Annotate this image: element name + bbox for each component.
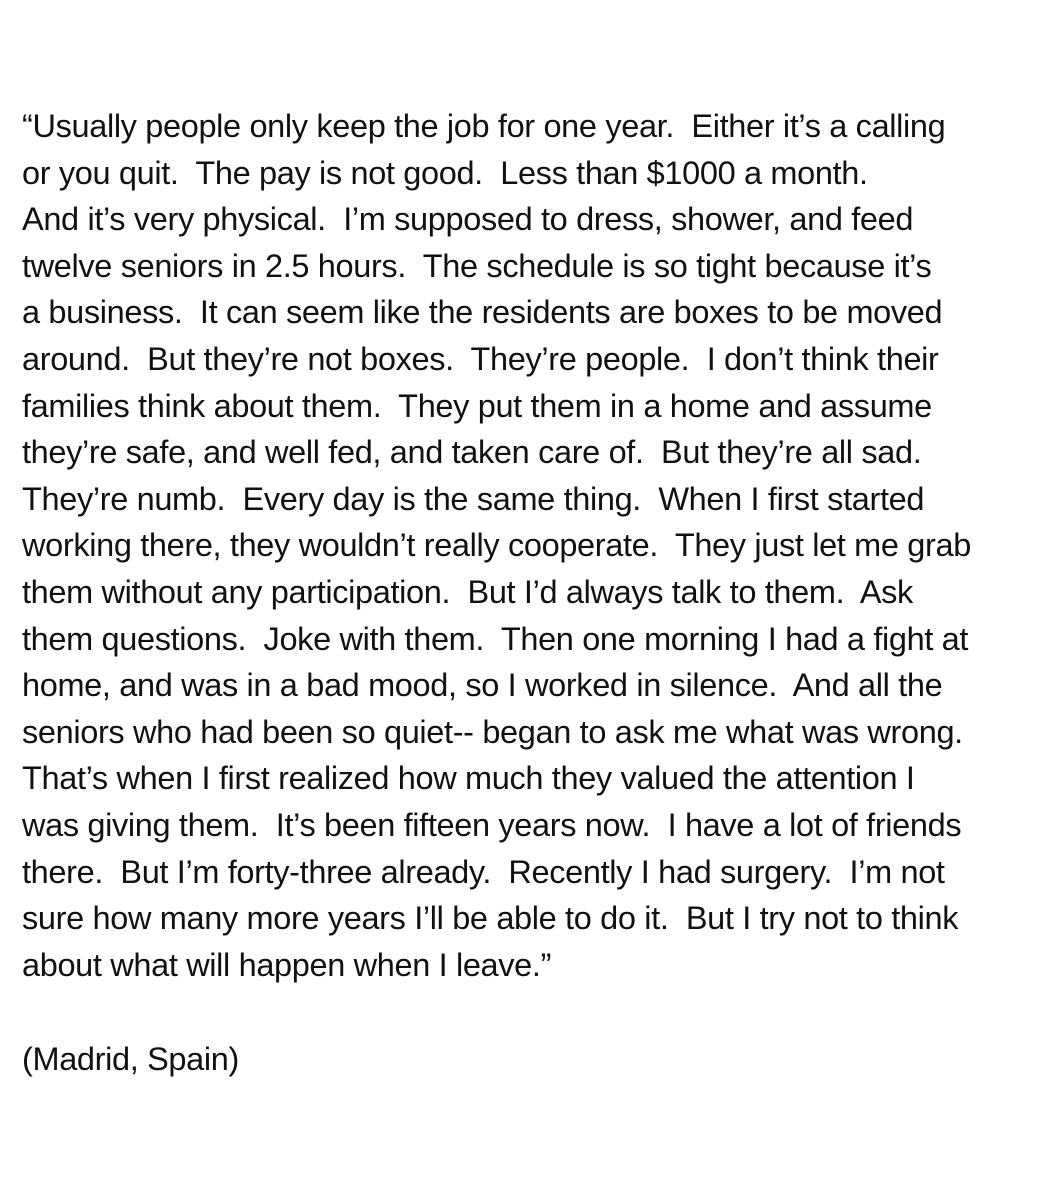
quote-line: there. But I’m forty-three already. Recently I had surgery. I’m not [22, 853, 945, 890]
quote-line: They’re numb. Every day is the same thing. When I first started [22, 480, 925, 517]
quote-line: home, and was in a bad mood, so I worked in silence. And all the [22, 667, 943, 704]
quote-line: That’s when I first realized how much they valued the attention I [22, 760, 915, 797]
quote-line: them questions. Joke with them. Then one morning I had a fight at [22, 620, 969, 657]
location-caption: (Madrid, Spain) [22, 1041, 239, 1077]
quote-line: seniors who had been so quiet-- began to ask me what was wrong. [22, 713, 963, 750]
quote-line: working there, they wouldn’t really cooperate. They just let me grab [22, 527, 971, 564]
quote-line: was giving them. It’s been fifteen years now. I have a lot of friends [22, 806, 962, 843]
quote-line: sure how many more years I’ll be able to do it. But I try not to think [22, 900, 959, 937]
quote-line: families think about them. They put them in a home and assume [22, 387, 932, 424]
quote-line: they’re safe, and well fed, and taken care of. But they’re all sad. [22, 434, 922, 471]
quote-line: about what will happen when I leave.” [22, 946, 552, 983]
quote-text [22, 103, 1042, 988]
quote-line: a business. It can seem like the residents are boxes to be moved [22, 294, 943, 331]
quote-line: twelve seniors in 2.5 hours. The schedule is so tight because it’s [22, 247, 932, 284]
quote-line: them without any participation. But I’d always talk to them. Ask [22, 573, 913, 610]
quote-line: “Usually people only keep the job for one year. Either it’s a calling [22, 108, 946, 144]
quote-line: And it’s very physical. I’m supposed to dress, shower, and feed [22, 201, 914, 238]
quote-line: around. But they’re not boxes. They’re people. I don’t think their [22, 340, 939, 377]
quote-line: or you quit. The pay is not good. Less than $1000 a month. [22, 154, 868, 191]
